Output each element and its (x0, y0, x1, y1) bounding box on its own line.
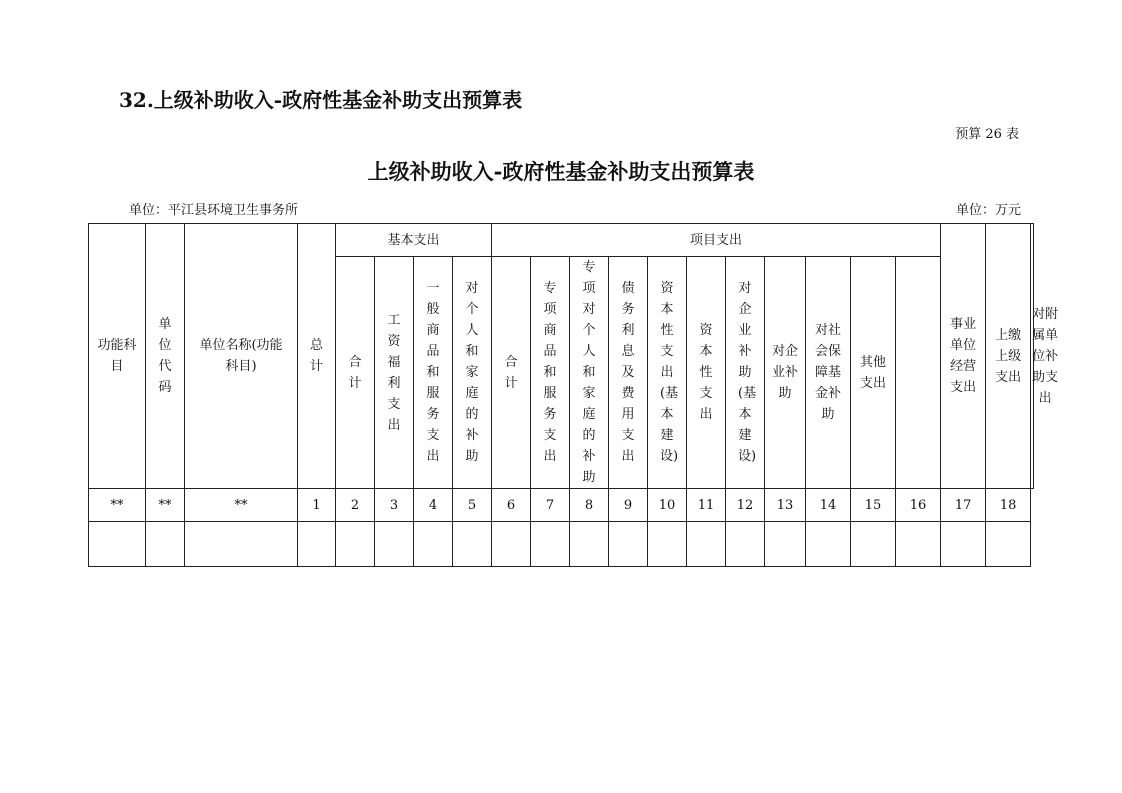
data-cell (765, 522, 806, 567)
data-cell (414, 522, 453, 567)
data-cell (806, 522, 851, 567)
header-special-goods: 专项商品和服务支出 (531, 257, 570, 489)
index-row (89, 489, 1034, 522)
header-special-family: 专项对个人和家庭的补助 (570, 257, 609, 489)
unit-currency: 单位：万元 (955, 203, 1021, 218)
index-cell: 14 (806, 489, 851, 522)
data-cell (648, 522, 687, 567)
data-cell (492, 522, 531, 567)
page-heading: 32.上级补助收入-政府性基金补助支出预算表 (119, 88, 523, 112)
index-cell: ** (185, 489, 298, 522)
header-upper-payment: 上缴上级支出 (986, 224, 1031, 489)
index-cell: 4 (414, 489, 453, 522)
header-wage-welfare: 工资福利支出 (375, 257, 414, 489)
index-cell: 11 (687, 489, 726, 522)
header-func-subject: 功能科目 (89, 224, 146, 489)
data-cell (726, 522, 765, 567)
header-unit-name: 单位名称(功能科目) (185, 224, 298, 489)
data-cell (986, 522, 1031, 567)
index-cell: 2 (336, 489, 375, 522)
header-capital: 资本性支出 (687, 257, 726, 489)
data-cell (453, 522, 492, 567)
index-cell: 1 (298, 489, 336, 522)
data-cell (570, 522, 609, 567)
header-family-subsidy: 对个人和家庭的补助 (453, 257, 492, 489)
index-cell: 18 (986, 489, 1031, 522)
header-goods-services: 一般商品和服务支出 (414, 257, 453, 489)
empty-data-row (89, 522, 1034, 567)
data-cell (298, 522, 336, 567)
data-cell (185, 522, 298, 567)
header-debt-interest: 债务利息及费用支出 (609, 257, 648, 489)
header-enterprise-construction: 对企业补助(基本建设) (726, 257, 765, 489)
header-enterprise-subsidy: 对企业补助 (765, 257, 806, 489)
data-cell (851, 522, 896, 567)
header-business-expense: 事业单位经营支出 (941, 224, 986, 489)
unit-department: 单位：平江县环境卫生事务所 (129, 203, 299, 218)
index-cell: 5 (453, 489, 492, 522)
header-total: 总计 (298, 224, 336, 489)
header-basic-expenditure: 基本支出 (336, 224, 492, 257)
data-cell (375, 522, 414, 567)
header-affiliate-subsidy: 对附属单位补助支出 (1031, 224, 1034, 489)
index-cell: 15 (851, 489, 896, 522)
header-project-sum: 合计 (492, 257, 531, 489)
header-other: 其他支出 (851, 257, 896, 489)
data-cell (336, 522, 375, 567)
index-cell: 3 (375, 489, 414, 522)
index-cell: ** (146, 489, 185, 522)
budget-table (88, 223, 1059, 567)
index-cell: 7 (531, 489, 570, 522)
data-cell (531, 522, 570, 567)
index-cell: 9 (609, 489, 648, 522)
data-cell (89, 522, 146, 567)
index-cell: 8 (570, 489, 609, 522)
index-cell: ** (89, 489, 146, 522)
index-cell: 12 (726, 489, 765, 522)
data-cell (146, 522, 185, 567)
table-title: 上级补助收入-政府性基金补助支出预算表 (367, 159, 755, 184)
index-cell: 6 (492, 489, 531, 522)
index-cell: 17 (941, 489, 986, 522)
data-cell (687, 522, 726, 567)
table-number: 预算 26 表 (955, 127, 1019, 142)
header-capital-construction: 资本性支出(基本建设) (648, 257, 687, 489)
header-basic-sum: 合计 (336, 257, 375, 489)
data-cell (896, 522, 941, 567)
header-unit-code: 单位代码 (146, 224, 185, 489)
index-cell: 13 (765, 489, 806, 522)
data-cell (941, 522, 986, 567)
index-cell: 16 (896, 489, 941, 522)
header-social-security: 对社会保障基金补助 (806, 257, 851, 489)
index-cell: 10 (648, 489, 687, 522)
data-cell (609, 522, 648, 567)
header-project-expenditure: 项目支出 (492, 224, 941, 257)
